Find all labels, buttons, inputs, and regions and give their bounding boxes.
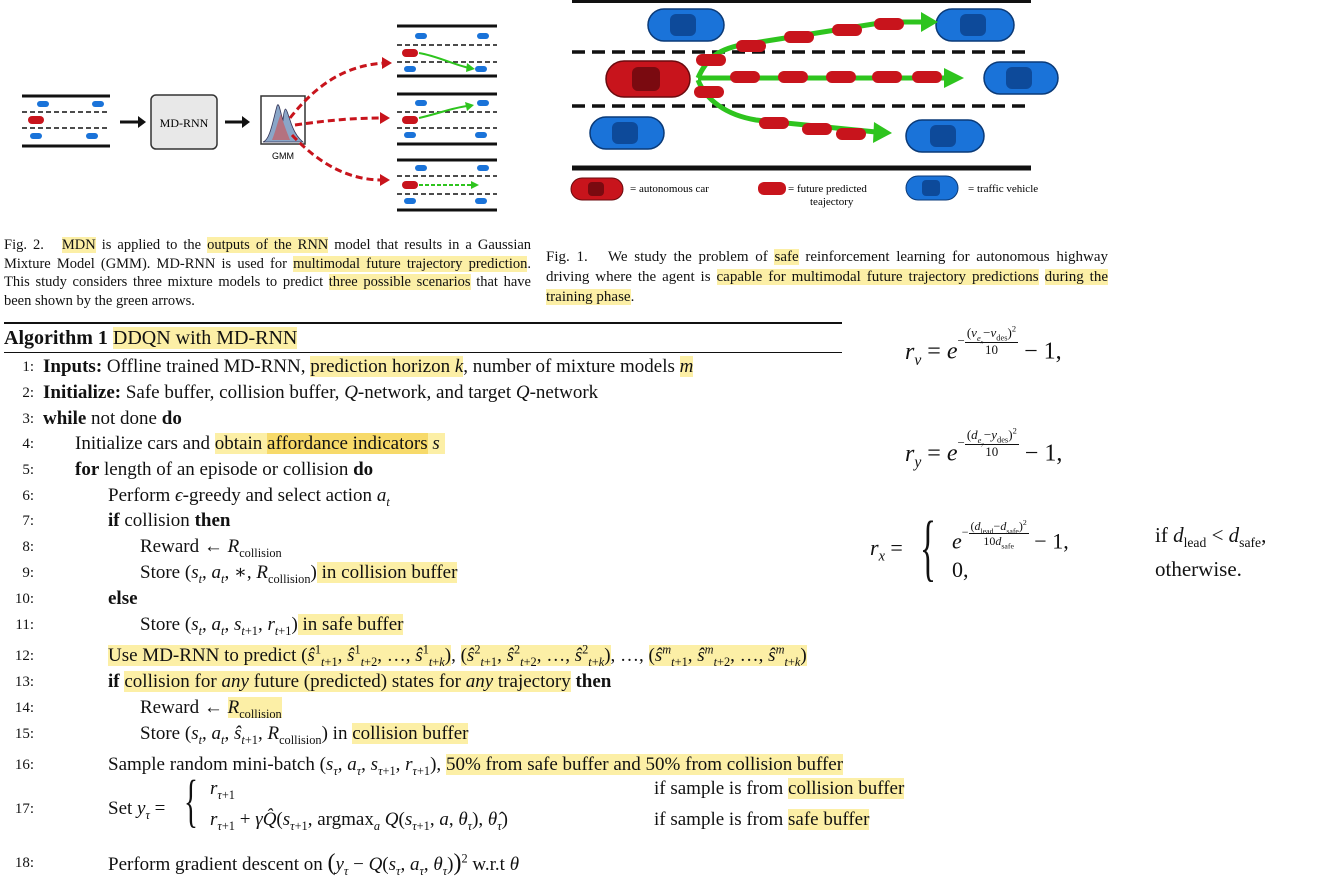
line-number: 18: [14, 855, 34, 871]
traffic-vehicle [936, 9, 1014, 41]
equation-ry: $r_y = e^{- \frac{(d_{e_y}-y_{des})^2}{10}}$ − 1, [905, 425, 1063, 471]
algo-line-17: Set $y_\tau$ = [108, 798, 166, 822]
figure-1-diagram [566, 0, 1066, 210]
line-number: 15: [14, 726, 34, 742]
algo-line-9: Store ($s_t$, $a_t$, ∗, $R_{collision}$) in collision buffer [140, 562, 458, 586]
legend-future-predicted: = future predicted [788, 183, 867, 195]
algo-line-3: while not done do [43, 408, 182, 429]
algo-line-2: Initialize: Safe buffer, collision buffer, Q-network, and target Q-network [43, 382, 599, 403]
autonomous-car [606, 61, 690, 97]
line-number: 10: [14, 591, 34, 607]
algo-line-18: Perform gradient descent on ($y_\tau - Q(s_\tau$, $a_\tau$, $\theta_\tau))^2$ w.r.t θ [108, 850, 520, 878]
algo-line-5: for length of an episode or collision do [75, 459, 374, 480]
algo-line-10: else [108, 588, 138, 609]
algo-line-8: Reward ← $R_{collision}$ [140, 536, 282, 560]
line-number: 2: [22, 385, 34, 401]
scenario-road-2 [397, 94, 497, 144]
algo-line-17-cond-1: if sample is from collision buffer [654, 778, 905, 799]
scenario-road-3 [397, 160, 497, 210]
line-number: 5: [22, 462, 34, 478]
algo-line-17-case-2: $r_{\tau+1}$ + $\gamma Q̂(s_{\tau+1}$, argmax$_a$ $Q(s_{\tau+1}$, a, $\theta_\tau$), $\thetâ_\tau$) [210, 809, 508, 833]
traffic-vehicle [590, 117, 664, 149]
line-number: 3: [22, 411, 34, 427]
mdrnn-block [151, 95, 217, 149]
svg-text:MD-RNN: MD-RNN [159, 116, 209, 130]
line-number: 16: [14, 757, 34, 773]
algorithm-title: Algorithm 1 DDQN with MD-RNN [4, 322, 842, 353]
traffic-vehicle [984, 62, 1058, 94]
line-number: 14: [14, 700, 34, 716]
scenario-road-1 [397, 26, 497, 76]
line-number: 6: [22, 488, 34, 504]
equation-rv: $r_v = e^{- \frac{(v_{e_x}-v_{des})^2}{10}}$ − 1, [905, 323, 1062, 369]
algo-line-16: Sample random mini-batch ($s_\tau$, $a_\tau$, $s_{\tau+1}$, $r_{\tau+1}$), 50% from safe buffer and 50% from collision buffer [108, 754, 844, 778]
algo-line-4: Initialize cars and obtain affordance indicators s [75, 432, 445, 456]
figure-1-caption: Fig. 1. We study the problem of safe reinforcement learning for autonomous highway driving where the agent is capable for multimodal future trajectory predictions during the training phase. [546, 249, 1109, 305]
algo-line-15: Store ($s_t$, $a_t$, $ŝ_{t+1}$, $R_{collision}$) in collision buffer [140, 723, 469, 747]
input-road-scene [22, 96, 110, 146]
legend-traffic: = traffic vehicle [968, 183, 1039, 195]
algo-line-17-case-1: $r_{\tau+1}$ [210, 778, 235, 802]
legend-trajectory: teajectory [810, 196, 854, 208]
algo-line-11: Store ($s_t$, $a_t$, $s_{t+1}$, $r_{t+1}$) in safe buffer [140, 614, 404, 638]
equation-rx: $r_x$ = { $e^{- \frac{(d_{lead}-d_{safe})^2}{10d_{safe}}}$ − 1, 0, if $d_{lead} < d_{safe}$, otherwise. [870, 507, 1267, 589]
algo-line-1: Inputs: Offline trained MD-RNN, prediction horizon k, number of mixture models m [43, 356, 694, 377]
line-number: 9: [22, 565, 34, 581]
legend-autonomous: = autonomous car [630, 183, 709, 195]
line-number: 13: [14, 674, 34, 690]
algo-line-7: if collision then [108, 510, 231, 531]
line-number: 17: [14, 801, 34, 817]
figure-2-diagram [20, 20, 530, 215]
algo-line-13: if collision for any future (predicted) states for any trajectory then [108, 671, 612, 692]
traffic-vehicle [906, 120, 984, 152]
line-number: 12: [14, 648, 34, 664]
algo-line-12: Use MD-RNN to predict ($ŝ^1_{t+1}$, $ŝ^1_{t+2}$, …, $ŝ^1_{t+k}$), ($ŝ^2_{t+1}$, $ŝ^2_{t+2}$, …, $ŝ^2_{t+k}$), …, ($ŝ^m_{t+1}$, $ŝ^m_{t+2}$, …, $ŝ^m_{t+k}$) [108, 642, 807, 669]
line-number: 7: [22, 513, 34, 529]
algo-line-14: Reward ← $R_{collision}$ [140, 697, 282, 721]
figure-2-caption: Fig. 2. MDN is applied to the outputs of the RNN model that results in a Gaussian Mixture Model (GMM). MD-RNN is used for multimodal future trajectory prediction. This study considers three mixture models to predict three possible scenarios that have been shown by the green arrows. [4, 237, 532, 309]
line-number: 8: [22, 539, 34, 555]
traffic-vehicle [648, 9, 724, 41]
algo-line-17-cond-2: if sample is from safe buffer [654, 809, 870, 830]
line-number: 1: [22, 359, 34, 375]
legend [571, 176, 1038, 208]
case-brace: { [184, 768, 198, 833]
algo-line-6: Perform ϵ-greedy and select action $a_t$ [108, 485, 390, 509]
line-number: 4: [22, 436, 34, 452]
line-number: 11: [15, 617, 34, 633]
svg-text:GMM: GMM [272, 151, 294, 161]
